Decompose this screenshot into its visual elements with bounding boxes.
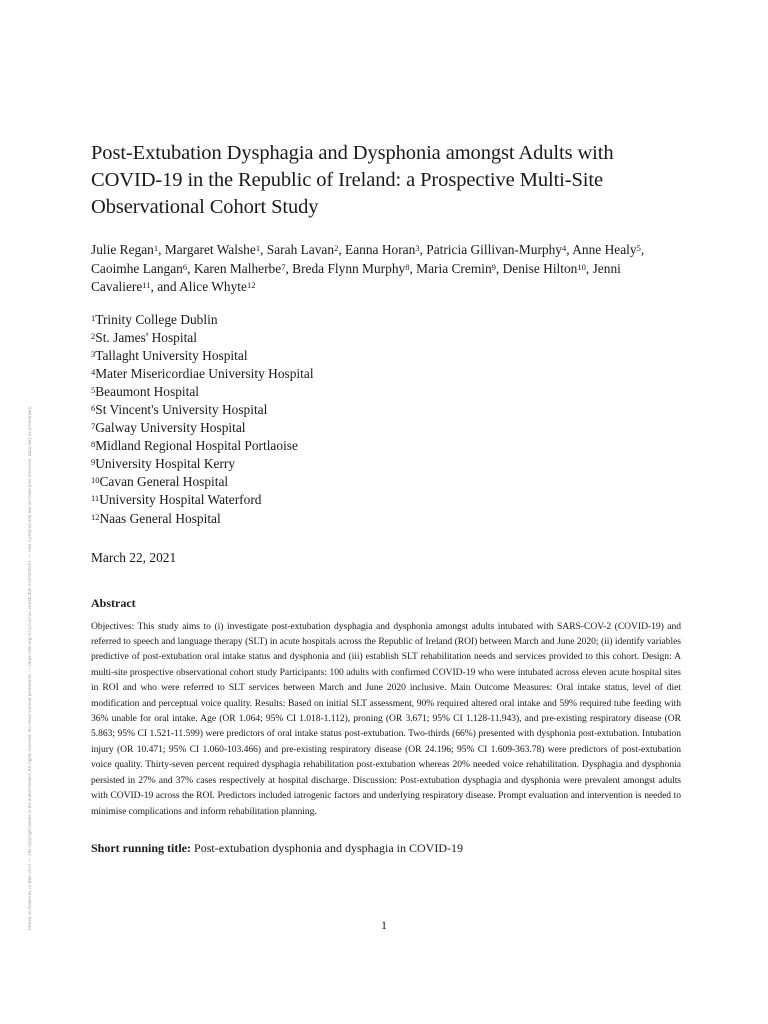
author-separator: ,	[495, 260, 503, 276]
affiliation-item	[91, 401, 681, 419]
author-separator: ,	[260, 242, 267, 257]
author-name: Julie Regan	[91, 242, 154, 257]
affiliation-name: Mater Misericordiae University Hospital	[95, 365, 314, 381]
affiliation-name: St. James' Hospital	[95, 329, 197, 345]
author-affiliation-mark: 1	[255, 243, 261, 253]
author-affiliation-mark: 1	[153, 243, 159, 253]
author-affiliation-mark: 7	[281, 261, 286, 272]
author-name: Anne Healy	[572, 242, 637, 257]
affiliation-number: 5	[91, 384, 96, 395]
author-separator: ,	[585, 260, 593, 276]
author-name: Margaret Walshe	[164, 242, 256, 257]
short-running-title	[91, 841, 681, 856]
affiliation-number: 12	[91, 511, 100, 522]
affiliation-number: 6	[91, 402, 96, 413]
author-affiliation-mark: 6	[182, 261, 188, 272]
affiliation-name: Galway University Hospital	[95, 420, 246, 436]
affiliation-number: 8	[91, 439, 96, 450]
preprint-side-notice	[28, 100, 42, 930]
affiliation-number: 11	[91, 493, 100, 504]
affiliation-name: St Vincent's University Hospital	[95, 401, 268, 417]
author-affiliation-mark: 8	[405, 261, 410, 272]
side-note-text: Posted on Authorea 22 Mar 2021 — The copyright holder is the author/funder. All rights reserved. No reuse without permission. — https://doi.org/10.22541/au.161645490.01009099/v1 — This a preprint and has not been peer reviewed. Data may be preliminary.	[28, 405, 33, 930]
affiliation-item	[91, 510, 681, 528]
affiliation-name: Beaumont Hospital	[95, 383, 200, 399]
author-separator: ,	[187, 260, 194, 276]
author-name: Jenni Cavaliere	[91, 260, 621, 294]
affiliation-name: Cavan General Hospital	[99, 474, 229, 490]
affiliation-name: Midland Regional Hospital Portlaoise	[95, 438, 298, 454]
author-separator: ,	[409, 260, 417, 276]
author-name: Caoimhe Langan	[91, 260, 183, 276]
author-separator: ,	[419, 242, 427, 257]
author-affiliation-mark: 2	[334, 243, 339, 253]
affiliation-number: 9	[91, 457, 96, 468]
author-affiliation-mark: 3	[415, 243, 420, 253]
abstract-heading: Abstract	[91, 595, 136, 610]
page-number: 1	[381, 918, 387, 932]
author-affiliation-mark: 11	[142, 280, 151, 290]
author-separator: ,	[566, 242, 573, 257]
publication-date: March 22, 2021	[91, 549, 177, 565]
affiliation-name: University Hospital Kerry	[95, 456, 236, 472]
affiliation-item	[91, 347, 681, 365]
affiliation-list	[91, 311, 681, 528]
affiliation-item	[91, 365, 681, 383]
affiliation-name: University Hospital Waterford	[99, 492, 262, 508]
affiliation-number: 2	[91, 330, 96, 341]
author-name: Eanna Horan	[345, 242, 416, 257]
author-affiliation-mark: 4	[562, 243, 567, 253]
author-name: Breda Flynn Murphy	[292, 260, 406, 276]
author-name: Patricia Gillivan-Murphy	[426, 242, 563, 257]
short-title-text: Post-extubation dysphonia and dysphagia in COVID-19	[194, 840, 463, 855]
author-name: Denise Hilton	[502, 260, 578, 276]
author-affiliation-mark: 5	[636, 243, 641, 253]
author-separator: ,	[158, 242, 165, 257]
affiliation-item	[91, 491, 681, 509]
author-name: Alice Whyte	[179, 279, 247, 294]
affiliation-number: 4	[91, 366, 96, 377]
affiliation-number: 7	[91, 421, 96, 432]
affiliation-item	[91, 311, 681, 329]
affiliation-name: Trinity College Dublin	[95, 311, 218, 327]
short-title-label: Short running title:	[91, 840, 192, 855]
author-separator: ,	[285, 260, 293, 276]
author-name: Maria Cremin	[416, 260, 492, 276]
affiliation-item	[91, 437, 681, 455]
author-separator: ,	[338, 242, 346, 257]
paper-title: Post-Extubation Dysphagia and Dysphonia amongst Adults with COVID-19 in the Republic of Ireland: a Prospective Multi-Site Observational Cohort Study	[91, 142, 614, 218]
affiliation-item	[91, 419, 681, 437]
affiliation-item	[91, 383, 681, 401]
affiliation-name: Tallaght University Hospital	[95, 347, 248, 363]
author-affiliation-mark: 9	[491, 261, 496, 272]
affiliation-number: 1	[91, 312, 96, 323]
affiliation-item	[91, 455, 681, 473]
affiliation-item	[91, 473, 681, 491]
author-separator: ,	[640, 242, 645, 257]
affiliation-number: 3	[91, 348, 96, 359]
paper-page	[91, 140, 681, 856]
author-affiliation-mark: 12	[246, 280, 256, 290]
abstract-text: Objectives: This study aims to (i) investigate post-extubation dysphagia and dysphonia amongst adults intubated with SARS-COV-2 (COVID-19) and referred to speech and language therapy (SLT) in acute hospitals across the Republic of Ireland (ROI) between March and June 2020; (ii) identify variables predictive of post-extubation oral intake status and dysphonia and (iii) establish SLT rehabilitation needs and services provided to this cohort. Design: A multi-site prospective observational cohort study Participants: 100 adults with confirmed COVID-19 who were intubated across eleven acute hospital sites in ROI and who were referred to SLT services between March and June 2020 inclusive. Main Outcome Measures: Oral intake status, level of diet modification and perceptual voice quality. Results: Based on initial SLT assessment, 90% required altered oral intake and 59% required tube feeding with 36% unable for oral intake. Age (OR 1.064; 95% CI 1.018-1.112), proning (OR 3.671; 95% CI 1.128-11.943), and pre-existing respiratory disease (OR 5.863; 95% CI 1.521-11.599) were predictors of oral intake status post-extubation. Two-thirds (66%) presented with dysphonia post-extubation. Intubation injury (OR 10.471; 95% CI 1.060-103.466) and pre-existing respiratory disease (OR 24.196; 95% CI 1.609-363.78) were predictors of post-extubation voice quality. Thirty-seven percent required dysphagia rehabilitation post-extubation whereas 20% needed voice rehabilitation. Dysphagia and dysphonia persisted in 27% and 37% cases respectively at hospital discharge. Discussion: Post-extubation dysphagia and dysphonia were prevalent amongst adults with COVID-19 across the ROI. Predictors included iatrogenic factors and underlying respiratory disease. Prompt evaluation and intervention is needed to minimise complications and inform rehabilitation planning.	[91, 620, 681, 817]
author-affiliation-mark: 10	[577, 261, 586, 272]
affiliation-number: 10	[91, 475, 100, 486]
author-list	[91, 241, 681, 297]
affiliation-name: Naas General Hospital	[99, 510, 221, 526]
author-name: Karen Malherbe	[193, 260, 282, 276]
author-name: Sarah Lavan	[266, 242, 335, 257]
affiliation-item	[91, 329, 681, 347]
author-separator: , and	[150, 279, 180, 294]
